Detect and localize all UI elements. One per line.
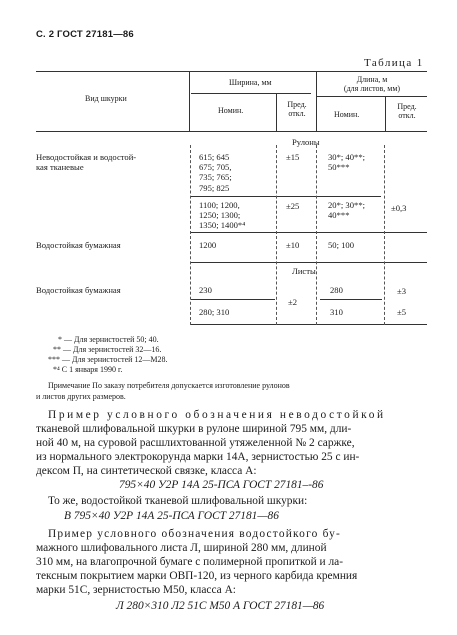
example3-designation: Л 280×310 Л2 51С М50 А ГОСТ 27181—86	[116, 600, 325, 612]
col-header-length	[318, 75, 426, 93]
row-rule-5	[320, 299, 382, 300]
row1-type-line-2: кая тканевые	[36, 162, 84, 173]
section-label-sheets: Листы	[292, 266, 316, 276]
row2-length-line-2: 40***	[328, 210, 350, 221]
col-header-width-tol	[279, 100, 315, 118]
example1-designation: 795×40 У2Р 14А 25-ПСА ГОСТ 27181–-86	[119, 479, 324, 491]
row1-width-line-1: 615; 645	[199, 152, 230, 162]
row-rule-2	[191, 232, 427, 233]
footnote-3: *** — Для зернистостей 12—М28.	[48, 355, 168, 364]
subheader-rule-length	[317, 96, 427, 97]
table-bottom-rule	[191, 324, 427, 325]
table-note	[36, 380, 290, 402]
row4-length-b: 310	[330, 307, 343, 317]
row4-width-b: 280; 310	[199, 307, 230, 317]
row2-width	[199, 200, 245, 231]
row2-width-line-3: 1350; 1400*⁴	[199, 220, 246, 231]
col-header-length-line-2: (для листов, мм)	[343, 84, 401, 93]
row2-length-line-1: 20*; 30**;	[328, 200, 366, 210]
header-col-rule-1	[189, 72, 190, 131]
example3-line-5: марки 51С, зернистостью М50, класса А:	[36, 584, 236, 596]
example3-line-1: Пример условного обозначения водостойкого бу-	[48, 528, 342, 540]
row3-width: 1200	[199, 240, 217, 250]
table-note-line-2: и листов других размеров.	[36, 392, 126, 401]
row4-type: Водостойкая бумажная	[36, 285, 121, 295]
row1-length-line-1: 30*; 40**;	[328, 152, 366, 162]
example1-line-3: ной 40 м, на суровой расшлихтованной утяжеленной № 2 саржке,	[36, 437, 355, 449]
row1-width-line-3: 735; 765;	[199, 172, 232, 183]
row1-length-line-2: 50***	[328, 162, 350, 173]
rolls-length-tol: ±0,3	[391, 203, 407, 213]
row1-type-line-1: Неводостойкая и водостой-	[36, 152, 137, 162]
table-top-rule	[36, 71, 427, 72]
example1-line-2: тканевой шлифовальной шкурки в рулоне шириной 795 мм, дли-	[36, 423, 352, 435]
col-header-width-tol-line-2: откл.	[288, 109, 306, 118]
table-note-line-1: Примечание По заказу потребителя допускается изготовление рулонов	[48, 381, 290, 390]
col-header-length-nom: Номин.	[334, 110, 360, 119]
row2-width-tol: ±25	[286, 201, 300, 211]
table-header-rule	[36, 131, 427, 132]
row-rule-1	[191, 196, 381, 197]
footnote-2: ** — Для зернистостей 32—16.	[53, 345, 162, 354]
example1-line-1: Пример условного обозначения неводостойкой	[48, 409, 386, 421]
subheader-rule-width	[191, 93, 311, 94]
row4-width-a: 230	[199, 285, 212, 295]
header-col-rule-2	[276, 94, 277, 131]
row2-width-line-1: 1100; 1200,	[199, 200, 240, 210]
col-header-length-line-1: Длина, м	[356, 75, 388, 84]
row4-width-tol: ±2	[288, 297, 298, 307]
col-header-length-tol	[387, 102, 427, 120]
row1-length	[328, 152, 365, 172]
footnotes	[48, 335, 168, 375]
header-col-rule-3	[316, 72, 317, 131]
example1-line-4: из нормального электрокорунда марки 14А, зернистостью 25 с ин-	[36, 451, 360, 463]
footnote-1: * — Для зернистостей 50; 40.	[58, 335, 159, 344]
row3-width-tol: ±10	[286, 240, 300, 250]
row1-width-line-4: 795; 825	[199, 182, 230, 193]
col-header-width: Ширина, мм	[229, 78, 272, 87]
header-col-rule-4	[385, 97, 386, 131]
col-header-length-tol-line-2: откл.	[398, 111, 416, 120]
row-rule-4	[191, 299, 275, 300]
body-col-rule-4	[384, 145, 385, 325]
page-header: С. 2 ГОСТ 27181—86	[36, 29, 134, 40]
col-header-length-tol-line-1: Пред.	[397, 102, 417, 111]
col-header-width-nom: Номин.	[218, 106, 244, 115]
section-label-rolls: Рулоны	[292, 137, 320, 147]
row4-length-tol-b: ±5	[397, 307, 407, 317]
table-title: Таблица 1	[364, 57, 424, 69]
body-col-rule-1	[190, 145, 191, 325]
body-col-rule-2	[276, 145, 277, 325]
row1-width	[199, 152, 232, 193]
col-header-type: Вид шкурки	[85, 94, 127, 103]
row-rule-3	[191, 262, 427, 263]
row3-type: Водостойкая бумажная	[36, 240, 121, 250]
row1-width-line-2: 675; 705,	[199, 162, 232, 173]
row3-length: 50; 100	[328, 240, 355, 250]
row4-length-a: 280	[330, 285, 343, 295]
example3-line-3: 310 мм, на влагопрочной бумаге с полимерной пропиткой и ла-	[36, 556, 344, 568]
example3-text	[36, 527, 357, 597]
row2-width-line-2: 1250; 1300;	[199, 210, 241, 221]
example2-intro: То же, водостойкой тканевой шлифовальной шкурки:	[48, 495, 308, 507]
body-col-rule-3	[316, 145, 317, 325]
row1-type	[36, 152, 136, 172]
row2-length	[328, 200, 365, 220]
example3-line-4: тексным покрытием марки ОВП-120, из черного карбида кремния	[36, 570, 358, 582]
example2-designation: В 795×40 У2Р 14А 25-ПСА ГОСТ 27181—86	[64, 510, 279, 522]
row4-length-tol-a: ±3	[397, 286, 407, 296]
row1-width-tol: ±15	[286, 152, 300, 162]
example1-line-5: дексом П, на синтетической связке, класса А:	[36, 465, 257, 477]
example1-text	[36, 408, 386, 478]
example3-line-2: мажного шлифовального листа Л, шириной 280 мм, длиной	[36, 542, 327, 554]
col-header-width-tol-line-1: Пред.	[287, 100, 307, 109]
footnote-4: *⁴ С 1 января 1990 г.	[53, 365, 123, 374]
